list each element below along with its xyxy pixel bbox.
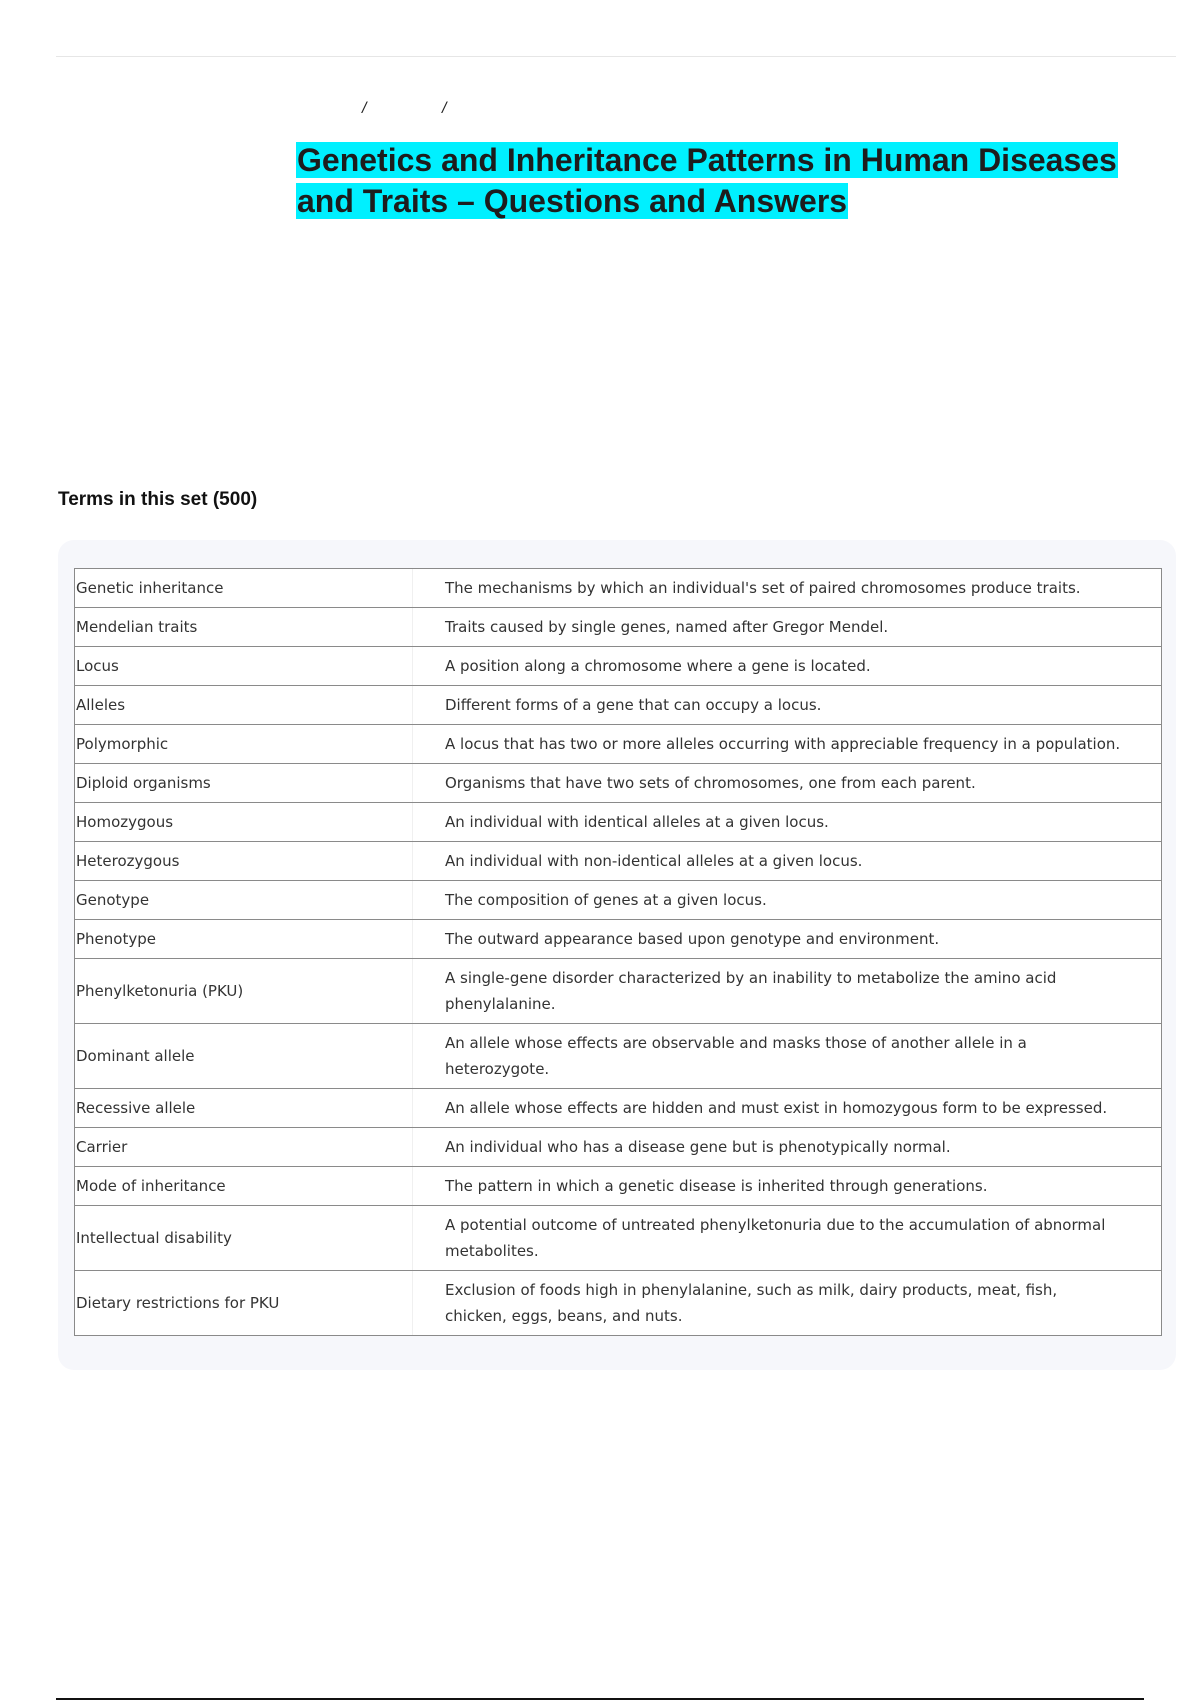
term-cell: Locus: [75, 647, 413, 686]
document-title: [296, 140, 1176, 222]
breadcrumb-separator: /: [442, 100, 447, 117]
table-row: [75, 1206, 1162, 1271]
term-cell: Dietary restrictions for PKU: [75, 1271, 413, 1336]
term-cell: Alleles: [75, 686, 413, 725]
term-cell: Polymorphic: [75, 725, 413, 764]
terms-table-container: [74, 568, 1162, 1368]
table-row: [75, 1089, 1162, 1128]
table-row: [75, 881, 1162, 920]
table-row: [75, 1271, 1162, 1336]
table-row: [75, 725, 1162, 764]
term-cell: Dominant allele: [75, 1024, 413, 1089]
term-cell: Diploid organisms: [75, 764, 413, 803]
term-cell: Homozygous: [75, 803, 413, 842]
table-row: [75, 803, 1162, 842]
definition-cell: A locus that has two or more alleles occurring with appreciable frequency in a population.: [413, 725, 1162, 764]
definition-cell: An individual with identical alleles at a given locus.: [413, 803, 1162, 842]
table-row: [75, 1167, 1162, 1206]
term-cell: Phenylketonuria (PKU): [75, 959, 413, 1024]
term-cell: Carrier: [75, 1128, 413, 1167]
definition-cell: An individual who has a disease gene but is phenotypically normal.: [413, 1128, 1162, 1167]
definition-cell: Different forms of a gene that can occupy a locus.: [413, 686, 1162, 725]
table-row: [75, 842, 1162, 881]
term-cell: Genetic inheritance: [75, 569, 413, 608]
term-cell: Phenotype: [75, 920, 413, 959]
definition-cell: The pattern in which a genetic disease is inherited through generations.: [413, 1167, 1162, 1206]
definition-cell: An allele whose effects are hidden and must exist in homozygous form to be expressed.: [413, 1089, 1162, 1128]
definition-cell: A position along a chromosome where a gene is located.: [413, 647, 1162, 686]
definition-cell: An allele whose effects are observable and masks those of another allele in a heterozygote.: [413, 1024, 1162, 1089]
document-title-text: Genetics and Inheritance Patterns in Human Diseases and Traits – Questions and Answers: [297, 142, 1117, 219]
table-row: [75, 959, 1162, 1024]
table-row: [75, 686, 1162, 725]
definition-cell: The outward appearance based upon genotype and environment.: [413, 920, 1162, 959]
top-divider: [56, 56, 1176, 57]
definition-cell: Organisms that have two sets of chromosomes, one from each parent.: [413, 764, 1162, 803]
table-row: [75, 608, 1162, 647]
term-cell: Recessive allele: [75, 1089, 413, 1128]
table-row: [75, 1128, 1162, 1167]
definition-cell: A single-gene disorder characterized by an inability to metabolize the amino acid phenylalanine.: [413, 959, 1162, 1024]
term-cell: Genotype: [75, 881, 413, 920]
breadcrumb-separator: /: [362, 100, 367, 117]
term-cell: Intellectual disability: [75, 1206, 413, 1271]
term-cell: Mode of inheritance: [75, 1167, 413, 1206]
definition-cell: The mechanisms by which an individual's set of paired chromosomes produce traits.: [413, 569, 1162, 608]
table-row: [75, 647, 1162, 686]
terms-heading: Terms in this set (500): [58, 489, 258, 510]
term-cell: Mendelian traits: [75, 608, 413, 647]
definition-cell: The composition of genes at a given locus.: [413, 881, 1162, 920]
table-row: [75, 569, 1162, 608]
table-row: [75, 920, 1162, 959]
definition-cell: Exclusion of foods high in phenylalanine, such as milk, dairy products, meat, fish, chicken, eggs, beans, and nuts.: [413, 1271, 1162, 1336]
definition-cell: Traits caused by single genes, named after Gregor Mendel.: [413, 608, 1162, 647]
table-row: [75, 1024, 1162, 1089]
definition-cell: A potential outcome of untreated phenylketonuria due to the accumulation of abnormal metabolites.: [413, 1206, 1162, 1271]
terms-table: [74, 568, 1162, 1336]
definition-cell: An individual with non-identical alleles at a given locus.: [413, 842, 1162, 881]
table-row: [75, 764, 1162, 803]
term-cell: Heterozygous: [75, 842, 413, 881]
